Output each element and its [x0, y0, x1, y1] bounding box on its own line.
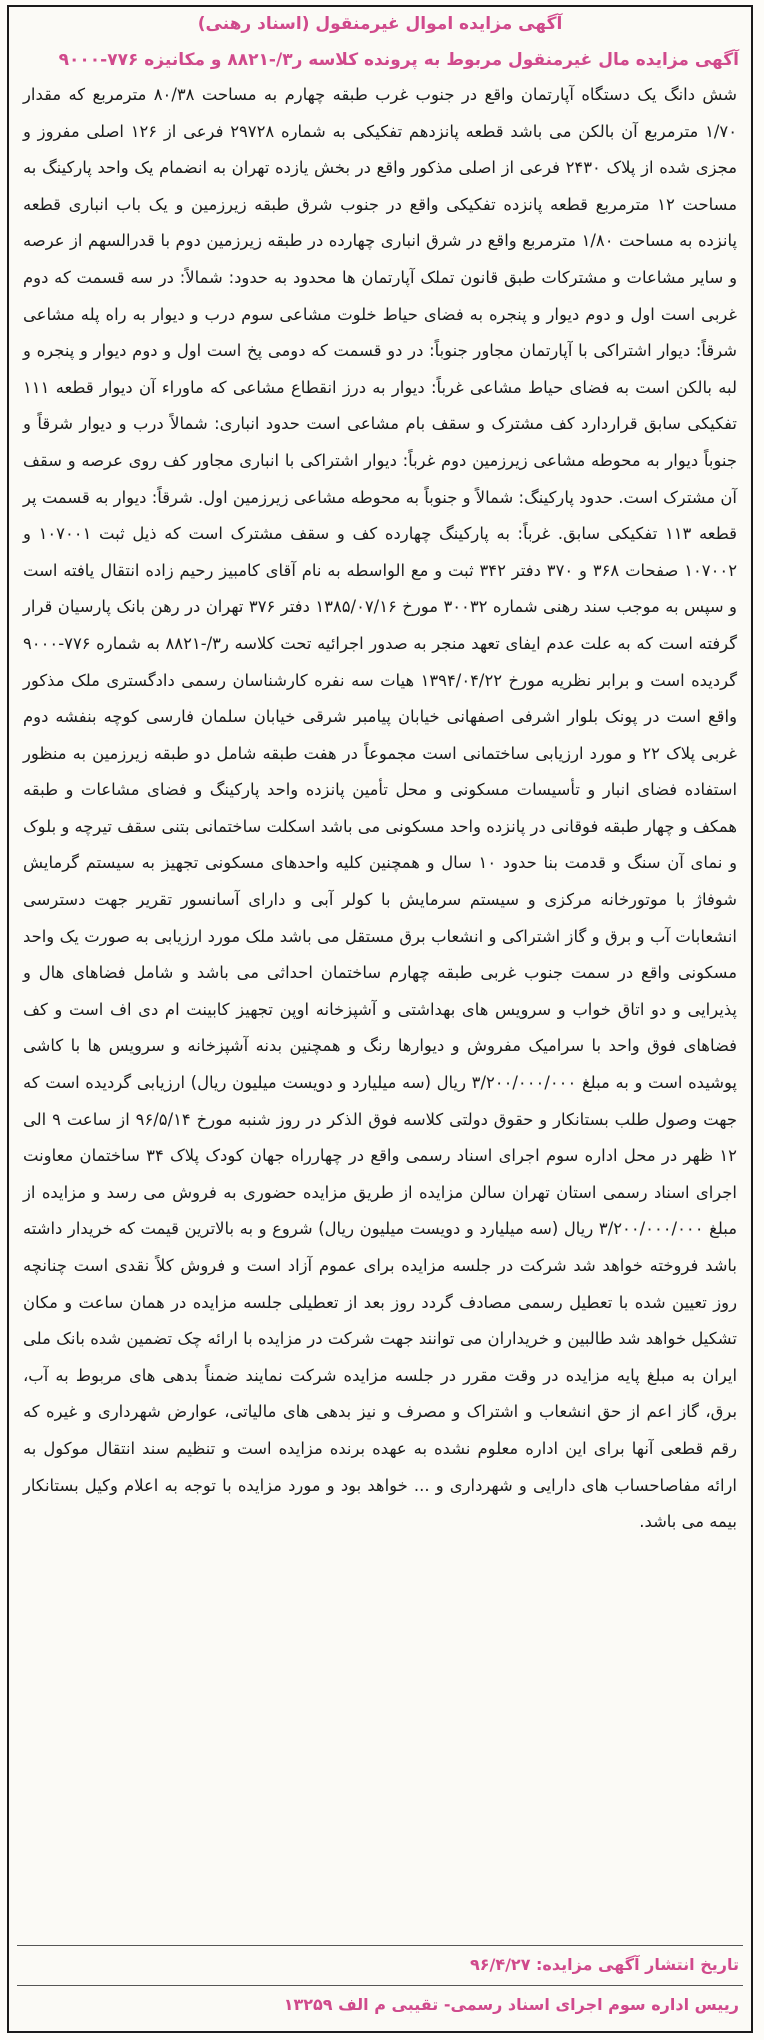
auction-notice — [7, 5, 753, 2033]
signature-line: رییس اداره سوم اجرای اسناد رسمی- تقیبی م الف ۱۳۲۵۹ — [283, 1995, 739, 2014]
divider-line — [17, 1945, 743, 1946]
notice-subtitle: آگهی مزایده مال غیرمنقول مربوط به پرونده کلاسه ر۳/-۸۸۲۱ و مکانیزه ۷۷۶-۹۰۰۰ — [58, 50, 739, 70]
divider-line — [17, 1985, 743, 1986]
notice-body: شش دانگ یک دستگاه آپارتمان واقع در جنوب غرب طبقه چهارم به مساحت ۸۰/۳۸ مترمربع که مقدار ۱/۷۰ مترمربع آن بالکن می باشد قطعه پانزدهم تفکیکی به شماره ۲۹۷۲۸ فرعی از ۱۲۶ اصلی مفروز و مجزی شده از پلاک ۲۴۳۰ فرعی از اصلی مذکور واقع در بخش یازده تهران به انضمام یک واحد پارکینگ به مساحت ۱۲ مترمربع قطعه پانزده تفکیکی واقع در جنوب شرق طبقه زیرزمین و یک باب انباری قطعه پانزده به مساحت ۱/۸۰ مترمربع واقع در شرق انباری چهارده در طبقه زیرزمین دوم با قدرالسهم از عرصه و سایر مشاعات و مشترکات طبق قانون تملک آپارتمان ها محدود به حدود: شمالاً: در سه قسمت که دوم غربی است اول و دوم دیوار و پنجره به فضای حیاط خلوت مشاعی سوم درب و دیوار به راه پله مشاعی شرقاً: دیوار اشتراکی با آپارتمان مجاور جنوباً: در دو قسمت که دومی پخ است اول و دوم دیوار و پنجره و لبه بالکن است به فضای حیاط مشاعی غرباً: دیوار به درز انقطاع مشاعی که ماوراء آن دیوار قطعه ۱۱۱ تفکیکی سابق قراردارد کف مشترک و سقف بام مشاعی است حدود انباری: شمالاً درب و دیوار شرقاً و جنوباً دیوار به محوطه مشاعی زیرزمین دوم غرباً: دیوار اشتراکی با انباری مجاور کف روی عرصه و سقف آن مشترک است. حدود پارکینگ: شمالاً و جنوباً به محوطه مشاعی زیرزمین اول. شرقاً: دیوار به قسمت پر قطعه ۱۱۳ تفکیکی سابق. غرباً: به پارکینگ چهارده کف و سقف مشترک است که ذیل ثبت ۱۰۷۰۰۱ و ۱۰۷۰۰۲ صفحات ۳۶۸ و ۳۷۰ دفتر ۳۴۲ ثبت و مع الواسطه به نام آقای کامبیز رحیم زاده انتقال یافته است و سپس به موجب سند رهنی شماره ۳۰۰۳۲ مورخ ۱۳۸۵/۰۷/۱۶ دفتر ۳۷۶ تهران در رهن بانک پارسیان قرار گرفته است که به علت عدم ایفای تعهد منجر به صدور اجرائیه تحت کلاسه ر۳/-۸۸۲۱ به شماره ۷۷۶-۹۰۰۰ گردیده است و برابر نظریه مورخ ۱۳۹۴/۰۴/۲۲ هیات سه نفره کارشناسان رسمی دادگستری ملک مذکور واقع است در پونک بلوار اشرفی اصفهانی خیابان پیامبر شرقی خیابان سلمان فارسی کوچه بنفشه دوم غربی پلاک ۲۲ و مورد ارزیابی ساختمانی است مجموعاً در هفت طبقه شامل دو طبقه زیرزمین به منظور استفاده فضای انبار و تأسیسات مسکونی و محل تأمین پانزده واحد پارکینگ و فضای مشاعات و طبقه همکف و چهار طبقه فوقانی در پانزده واحد مسکونی می باشد اسکلت ساختمانی بتنی سقف تیرچه و بلوک و نمای آن سنگ و قدمت بنا حدود ۱۰ سال و همچنین کلیه واحدهای مسکونی تجهیز به سیستم گرمایش شوفاژ با موتورخانه مرکزی و سیستم سرمایش با کولر آبی و دارای آسانسور تقریر جهت دسترسی انشعابات آب و برق و گاز اشتراکی و انشعاب برق مستقل می باشد ملک مورد ارزیابی به صورت یک واحد مسکونی واقع در سمت جنوب غربی طبقه چهارم ساختمان احداثی می باشد و شامل فضاهای هال و پذیرایی و دو اتاق خواب و سرویس های بهداشتی و آشپزخانه اوپن تجهیز کابینت ام دی اف است و کف فضاهای فوق واحد با سرامیک مفروش و دیوارها رنگ و همچنین بدنه آشپزخانه و سرویس ها با کاشی پوشیده است و به مبلغ ۳/۲۰۰/۰۰۰/۰۰۰ ریال (سه میلیارد و دویست میلیون ریال) ارزیابی گردیده است که جهت وصول طلب بستانکار و حقوق دولتی کلاسه فوق الذکر در روز شنبه مورخ ۹۶/۵/۱۴ از ساعت ۹ الی ۱۲ ظهر در محل اداره سوم اجرای اسناد رسمی واقع در چهارراه جهان کودک پلاک ۳۴ ساختمان معاونت اجرای اسناد رسمی استان تهران سالن مزایده از طریق مزایده حضوری به فروش می رسد و مزایده از مبلغ ۳/۲۰۰/۰۰۰/۰۰۰ ریال (سه میلیارد و دویست میلیون ریال) شروع و به بالاترین قیمت که خریدار داشته باشد فروخته خواهد شد شرکت در جلسه مزایده برای عموم آزاد است و فروش کلاً نقدی است چنانچه روز تعیین شده با تعطیل رسمی مصادف گردد روز بعد از تعطیلی جلسه مزایده در همان ساعت و مکان تشکیل خواهد شد طالبین و خریداران می توانند جهت شرکت در مزایده با ارائه چک تضمین شده بانک ملی ایران به مبلغ پایه مزایده در وقت مقرر در جلسه مزایده شرکت نمایند ضمناً بدهی های مربوط به آب، برق، گاز اعم از حق انشعاب و اشتراک و مصرف و نیز بدهی های مالیاتی، عوارض شهرداری و غیره که رقم قطعی آنها برای این اداره معلوم نشده به عهده برنده مزایده است و تنظیم سند انتقال موکول به ارائه مفاصاحساب های دارایی و شهرداری و ... خواهد بود و مورد مزایده با توجه به اعلام وکیل بستانکار بیمه می باشد. — [23, 85, 738, 1532]
publication-date: تاریخ انتشار آگهی مزایده: ۹۶/۴/۲۷ — [469, 1955, 739, 1974]
notice-title: آگهی مزایده اموال غیرمنقول (اسناد رهنی) — [197, 14, 563, 34]
